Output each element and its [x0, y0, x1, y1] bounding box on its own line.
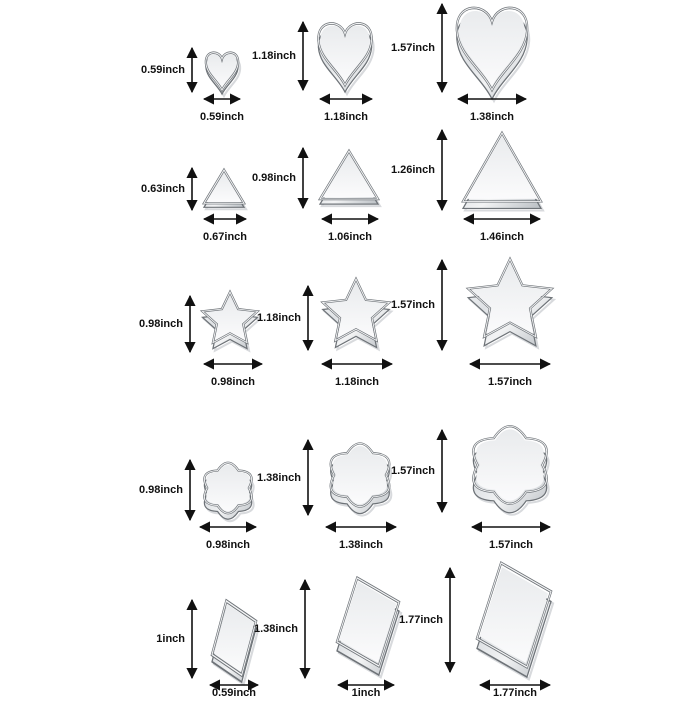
triangle-cutter: [463, 133, 543, 210]
height-label: 1.77inch: [398, 614, 443, 626]
rhombus-cutter: [477, 563, 553, 679]
star-cutter: [202, 292, 259, 351]
height-label: 1.38inch: [256, 471, 301, 484]
width-label: 1.57inch: [487, 376, 533, 388]
flower-cutter: [204, 463, 253, 522]
height-label: 1.26inch: [390, 164, 435, 176]
cutter-inner: [466, 136, 538, 199]
width-label: 1.06inch: [327, 231, 373, 243]
height-label: 1.38inch: [253, 623, 298, 635]
width-label: 0.98inch: [210, 376, 256, 388]
height-label: 1.57inch: [390, 465, 435, 477]
width-label: 0.59inch: [211, 687, 257, 699]
height-label: 0.63inch: [140, 183, 185, 195]
flower-cutter: [473, 426, 548, 515]
width-label: 1.46inch: [479, 231, 525, 243]
width-label: 1.18inch: [334, 376, 380, 388]
width-label: 0.98inch: [205, 539, 251, 551]
triangle-cutter: [204, 170, 246, 209]
width-label: 1.18inch: [323, 111, 369, 123]
cutter-inner: [322, 153, 375, 197]
height-label: 0.98inch: [138, 484, 183, 496]
width-label: 1inch: [351, 687, 381, 699]
star-cutter: [323, 279, 392, 350]
width-label: 1.57inch: [488, 539, 534, 551]
width-label: 0.67inch: [202, 231, 248, 243]
heart-cutter: [457, 8, 529, 101]
height-label: 0.98inch: [138, 318, 183, 330]
width-label: 0.59inch: [199, 111, 245, 123]
width-label: 1.77inch: [492, 687, 538, 699]
height-label: 0.59inch: [140, 64, 185, 76]
height-label: 1inch: [156, 633, 185, 645]
heart-cutter: [206, 53, 240, 96]
cutter-inner: [206, 171, 243, 202]
width-label: 1.38inch: [469, 111, 515, 123]
height-label: 1.57inch: [390, 299, 435, 311]
height-label: 1.18inch: [256, 312, 301, 324]
rhombus-cutter: [337, 578, 401, 677]
rhombus-cutter: [212, 601, 258, 684]
height-label: 1.57inch: [390, 42, 435, 54]
height-label: 1.18inch: [251, 50, 296, 62]
triangle-cutter: [320, 151, 380, 206]
heart-cutter: [318, 23, 373, 94]
star-cutter: [468, 259, 554, 348]
flower-cutter: [331, 443, 392, 515]
height-label: 0.98inch: [251, 172, 296, 184]
width-label: 1.38inch: [338, 539, 384, 551]
